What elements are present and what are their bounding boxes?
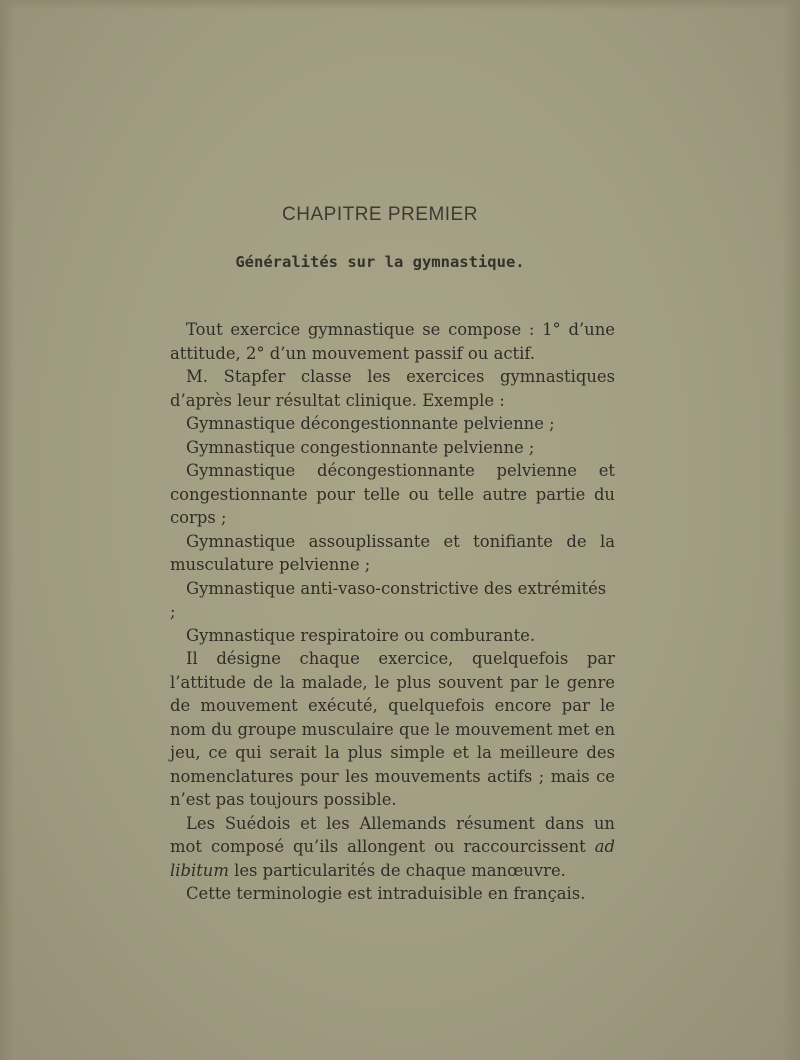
list-item-5: Gymnastique anti-vaso-constrictive des extrémités ; <box>170 578 607 621</box>
list-item-4: Gymnastique assouplissante et tonifiante de la musculature pelvienne ; <box>170 531 615 574</box>
paragraph-4 <box>170 812 615 883</box>
paragraph-2: M. Stapfer classe les exercices gymnastiques d’après leur résultat clinique. Exemple : <box>170 367 615 410</box>
section-title: Généralités sur la gymnastique. <box>235 253 525 271</box>
paragraph-3: Il désigne chaque exercice, quelquefois par l’attitude de la malade, le plus souvent par le genre de mouvement exécuté, quelquefois encore par le nom du groupe musculaire que le mouvement met en jeu, ce qui serait la plus simple et la meilleure des nomenclatures pour les mouvements actifs ; mais ce n’est pas toujours possible. <box>170 649 615 809</box>
paragraph-1: Tout exercice gymnastique se compose : 1° d’une attitude, 2° d’un mouvement passif ou actif. <box>170 320 615 363</box>
paragraph-4-after: les particularités de chaque manœuvre. <box>228 860 566 880</box>
list-item-1: Gymnastique décongestionnante pelvienne ; <box>186 414 555 433</box>
list-item-3: Gymnastique décongestionnante pelvienne et congestionnante pour telle ou telle autre partie du corps ; <box>170 461 615 527</box>
list-item-2: Gymnastique congestionnante pelvienne ; <box>186 437 535 457</box>
page-edge-left <box>0 0 14 1060</box>
list-item-6: Gymnastique respiratoire ou comburante. <box>186 625 536 645</box>
page-edge-right <box>782 0 800 1060</box>
page-edge-top <box>0 0 800 10</box>
paragraph-5: Cette terminologie est intraduisible en français. <box>186 884 586 903</box>
paragraph-4-italic: ad libitum <box>170 837 615 880</box>
body-text <box>170 318 615 906</box>
chapter-title: CHAPITRE PREMIER <box>282 204 478 225</box>
paragraph-4-before: Les Suédois et les Allemands résument dans un mot composé qu’ils allongent ou raccourcissent <box>170 813 615 856</box>
